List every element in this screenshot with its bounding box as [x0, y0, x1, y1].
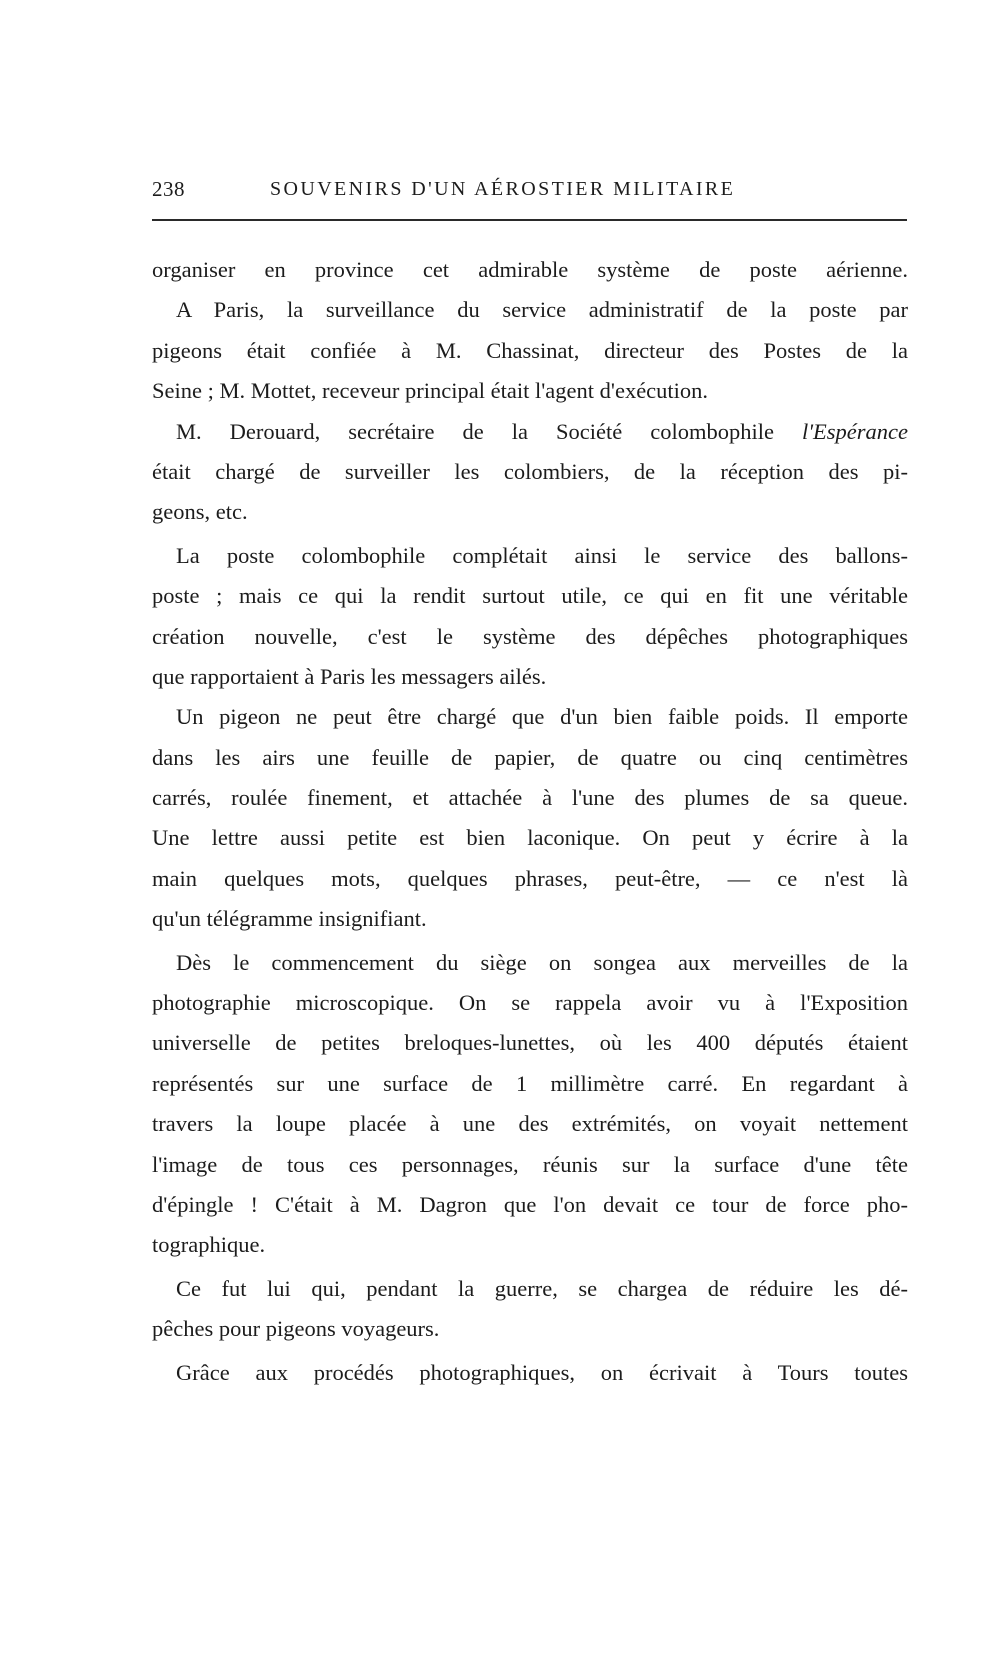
- text-line: A Paris, la surveillance du service administratif de la poste par: [176, 297, 908, 323]
- text-line: que rapportaient à Paris les messagers ailés.: [152, 663, 547, 689]
- text-line: photographie microscopique. On se rappela avoir vu à l'Exposition: [152, 990, 908, 1016]
- text-line: carrés, roulée finement, et attachée à l'une des plumes de sa queue.: [152, 785, 908, 811]
- text-line: geons, etc.: [152, 499, 248, 525]
- text-line: dans les airs une feuille de papier, de quatre ou cinq centimètres: [152, 744, 908, 770]
- text-line: était chargé de surveiller les colombiers, de la réception des pi-: [152, 458, 908, 484]
- text-line: pigeons était confiée à M. Chassinat, directeur des Postes de la: [152, 337, 908, 363]
- text-line: organiser en province cet admirable système de poste aérienne.: [152, 257, 908, 282]
- body-text: [152, 250, 908, 1393]
- text-line: Dès le commencement du siège on songea aux merveilles de la: [176, 949, 908, 975]
- running-title: SOUVENIRS D'UN AÉROSTIER MILITAIRE: [270, 178, 736, 200]
- text-line: universelle de petites breloques-lunettes, où les 400 députés étaient: [152, 1030, 908, 1056]
- text-line: Ce fut lui qui, pendant la guerre, se chargea de réduire les dé-: [176, 1275, 908, 1301]
- text-line: Un pigeon ne peut être chargé que d'un bien faible poids. Il emporte: [176, 704, 908, 730]
- page-number: 238: [152, 177, 185, 201]
- text-line: représentés sur une surface de 1 millimètre carré. En regardant à: [152, 1070, 908, 1096]
- text-line: d'épingle ! C'était à M. Dagron que l'on devait ce tour de force pho-: [152, 1191, 908, 1217]
- header-rule: [152, 219, 907, 221]
- text-line: main quelques mots, quelques phrases, peut-être, — ce n'est là: [152, 865, 908, 891]
- text-line: travers la loupe placée à une des extrémités, on voyait nettement: [152, 1111, 908, 1137]
- text-line: qu'un télégramme insignifiant.: [152, 906, 427, 932]
- italic-society-name: l'Espérance: [801, 418, 909, 444]
- text-line: création nouvelle, c'est le système des dépêches photographiques: [152, 623, 908, 649]
- text-fragment: M. Derouard, secrétaire de la Société colombophile: [176, 418, 774, 444]
- text-line: La poste colombophile complétait ainsi le service des ballons-: [176, 542, 908, 568]
- text-line: Grâce aux procédés photographiques, on écrivait à Tours toutes: [176, 1359, 908, 1385]
- text-line: tographique.: [152, 1232, 266, 1258]
- text-line: poste ; mais ce qui la rendit surtout utile, ce qui en fit une véritable: [152, 583, 908, 609]
- text-line: l'image de tous ces personnages, réunis sur la surface d'une tête: [152, 1151, 908, 1177]
- text-line: Une lettre aussi petite est bien laconique. On peut y écrire à la: [152, 825, 908, 851]
- running-head: [152, 176, 910, 202]
- text-line: Seine ; M. Mottet, receveur principal était l'agent d'exécution.: [152, 378, 709, 404]
- text-line-with-italic: [152, 412, 908, 452]
- text-line: pêches pour pigeons voyageurs.: [152, 1316, 440, 1342]
